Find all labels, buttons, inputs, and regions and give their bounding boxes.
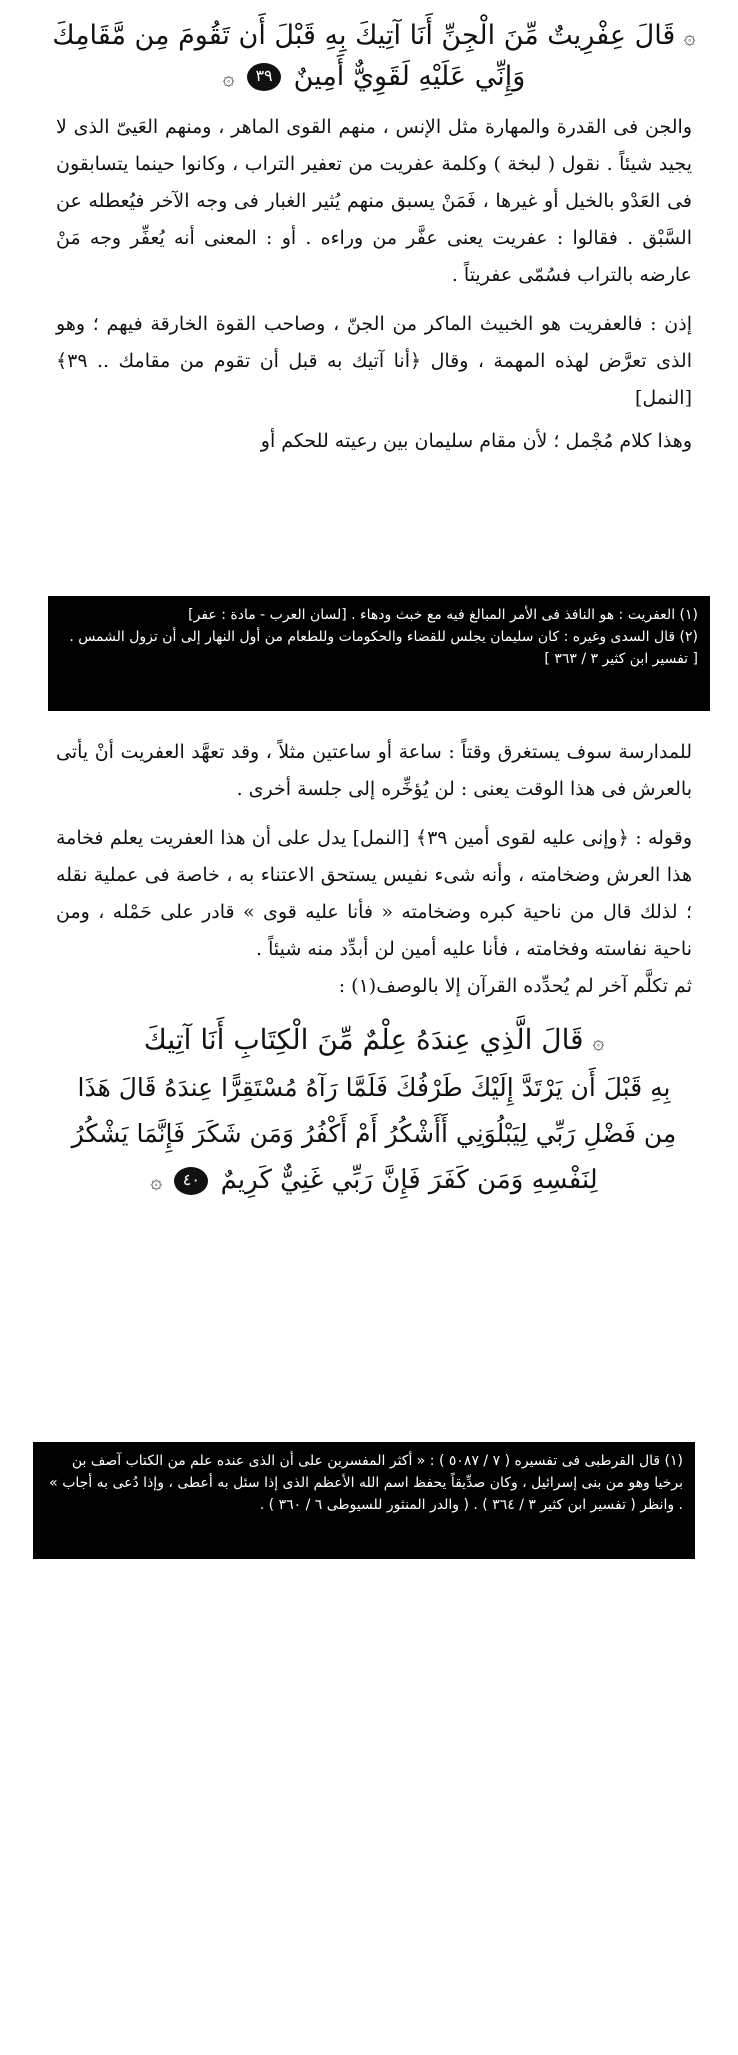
quran-verse-40-line4: [44, 1157, 704, 1204]
verse-end-ornament-icon: ۞: [222, 65, 235, 89]
paragraph-then-spoke: ثم تكلَّم آخر لم يُحدِّده القرآن إلا بالوصف(١) :: [338, 975, 692, 997]
verse-start-ornament-icon: ۞: [592, 1029, 605, 1054]
paragraph-mujmal: وهذا كلام مُجْمل ؛ لأن مقام سليمان بين رعيته للحكم أو: [260, 430, 692, 452]
quran-verse-40-line1: [44, 1017, 704, 1065]
page-bottom: [44, 726, 704, 1418]
paragraph-ifrit: إذن : فالعفريت هو الخبيث الماكر من الجنّ ، وصاحب القوة الخارقة فيهم ؛ وهو الذى تعرَّض لهذه المهمة ، وقال ﴿أنا آتيك به قبل أن تقوم من مقامك .. ٣٩﴾ [النمل]: [56, 313, 692, 409]
quran-verse-40-line2: بِهِ قَبْلَ أَن يَرْتَدَّ إِلَيْكَ طَرْفُكَ فَلَمَّا رَآهُ مُسْتَقِرًّا عِندَهُ قَالَ هَذَا: [77, 1072, 671, 1102]
verse-line-1: قَالَ عِفْرِيتٌ مِّنَ الْجِنِّ أَنَا آتِيكَ بِهِ قَبْلَ أَن تَقُومَ مِن مَّقَامِكَ: [52, 20, 676, 51]
footnotes-bottom: [33, 1442, 695, 1559]
verse-start-ornament-icon: ۞: [683, 24, 696, 49]
verse-number-badge: ٤٠: [174, 1167, 208, 1195]
footnote-1: (١) العفريت : هو النافذ فى الأمر المبالغ فيه مع خبث ودهاء . [لسان العرب - مادة : عفر]: [188, 607, 698, 623]
quran-verse-40-line3: مِن فَضْلِ رَبِّي لِيَبْلُوَنِي أَأَشْكُرُ أَمْ أَكْفُرُ وَمَن شَكَرَ فَإِنَّمَا يَشْكُرُ: [71, 1118, 677, 1148]
verse-line-2: وَإِنِّي عَلَيْهِ لَقَوِيٌّ أَمِينٌ: [293, 60, 526, 92]
verse-40-line-1: قَالَ الَّذِي عِندَهُ عِلْمٌ مِّنَ الْكِتَابِ أَنَا آتِيكَ: [143, 1023, 584, 1056]
verse-end-ornament-icon: ۞: [150, 1168, 163, 1193]
paragraph-madarasa: للمدارسة سوف يستغرق وقتاً : ساعة أو ساعتين مثلاً ، وقد تعهَّد العفريت أنْ يأتى بالعرش فى هذا الوقت يعنى : لن يُؤخِّره إلى جلسة أخرى .: [56, 741, 692, 800]
footnote-2: (٢) قال السدى وغيره : كان سليمان يجلس للقضاء والحكومات وللطعام من أول النهار إلى أن تزول الشمس . [ تفسير ابن كثير ٣ / ٣٦٣ ]: [69, 629, 698, 667]
paragraph-jinn: والجن فى القدرة والمهارة مثل الإنس ، منهم القوى الماهر ، ومنهم العَيىّ الذى لا يجيد شيئاً . نقول ( لبخة ) وكلمة عفريت من تعفير التراب ، وكانوا حينما يتسابقون فى العَدْو بالخيل أو غيرها ، فَمَنْ يسبق منهم يُثير الغبار فى وجه الآخر فيُعطله عن السَّبْق . فقالوا : عفريت يعنى عفَّر من وراءه . أو : المعنى أنه يُعفِّر وجه مَنْ عارضه بالتراب فسُمّى عفريتاً .: [56, 116, 692, 286]
verse-40-line-4: لِنَفْسِهِ وَمَن كَفَرَ فَإِنَّ رَبِّي غَنِيٌّ كَرِيمٌ: [220, 1164, 598, 1195]
footnote-qurtubi: (١) قال القرطبى فى تفسيره ( ٧ / ٥٠٨٧ ) : « أكثر المفسرين على أن الذى عنده علم من الكتاب آصف بن برخيا وهو من بنى إسرائيل ، وكان صدِّيقاً يحفظ اسم الله الأعظم الذى إذا سئل به أعطى ، وإذا دُعى به أجاب » . وانظر ( تفسير ابن كثير ٣ / ٣٦٤ ) . ( والدر المنثور للسيوطى ٦ / ٣٦٠ ) .: [49, 1453, 683, 1513]
verse-number-badge: ٣٩: [247, 63, 281, 91]
quran-verse-39-line2: [44, 57, 704, 98]
quran-verse-39: [44, 16, 704, 57]
paragraph-qawlihi: وقوله : ﴿وإنى عليه لقوى أمين ٣٩﴾ [النمل] يدل على أن هذا العفريت يعلم فخامة هذا العرش وضخامته ، وأنه شىء نفيس يستحق الاعتناء به ، خاصة فى عملية نقله ؛ لذلك قال من ناحية كبره وضخامته « فأنا عليه قوى » قادر على حَمْله ، ومن ناحية نفاسته وفخامته ، فأنا عليه أمين لن أبدِّد منه شيئاً .: [56, 827, 693, 960]
footnotes-top: [48, 596, 710, 711]
